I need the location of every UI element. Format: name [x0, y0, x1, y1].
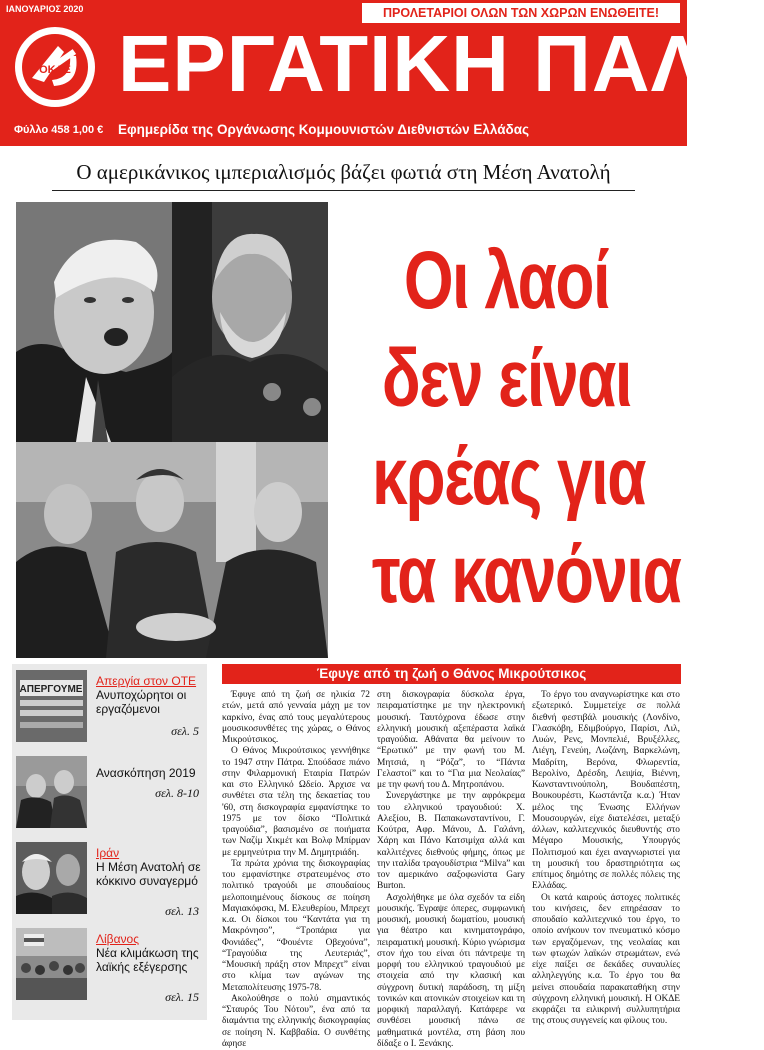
photo-trump	[16, 202, 172, 442]
sidebar-item-title: Απεργία στον ΟΤΕ	[96, 674, 206, 688]
headline-line: κρέας για	[372, 428, 641, 526]
sidebar-item-page: σελ. 5	[171, 724, 199, 739]
logo-text: ΟΚΔΕ	[39, 64, 71, 76]
article-paragraph: Συνεργάστηκε με την αφρόκρεμα του ελληνικού τραγουδιού: Χ. Αλεξίου, Β. Παπακωνσταντίνου, Γ. Κούτρα, Αφρ. Μάνου, Δ. Γαλάνη, Χάρη και Πάνο Κατσιμίχα αλλά και καλλιτέχνες διεθνούς φήμης, όπως με την ιταλίδα τραγουδίστρια “Milva” και τον αμερικάνο σαξοφωνίστα Gary Burton.	[377, 791, 525, 892]
thumb-lebanon	[16, 928, 87, 1000]
okde-logo	[14, 26, 96, 108]
sidebar-item-subtitle: Ανασκόπηση 2019	[96, 766, 206, 780]
article-paragraph: Το έργο του αναγνωρίστηκε και στο εξωτερικό. Συμμετείχε σε πολλά διεθνή φεστιβάλ μουσικής (Λονδίνο, Γλασκόβη, Εδιμβούργο, Παρίσι, Λιλ, Λυών, Ρενς, Μονπελιέ, Βρυξέλλες, Λιέγη, Γενεύη, Λωζάνη, Βαρκελώνη, Μαδρίτη, Βερόνα, Φλωρεντία, Βερολίνο, Δρέσδη, Λειψία, Βιέννη, Κωνσταντινούπολη, Βουδαπέστη, Βουκουρέστι, Κωστάντζα κ.α.) Ήταν μέλος της Ένωσης Ελλήνων Μουσουργών, είχε διατελέσει, μεταξύ άλλων, καλλιτεχνικός διευθυντής στο Μέγαρο Μουσικής, Υπουργός Πολιτισμού και έχει αναγνωριστεί για τη μουσική του δραστηριότητα ως επίτιμος δημότης σε πολλές πόλεις της Ελλάδας.	[532, 690, 680, 893]
sidebar-contents	[12, 664, 207, 1020]
newspaper-title: ΕΡΓΑΤΙΚΗ ΠΑΛΗ	[118, 14, 678, 114]
article-paragraph: Τα πρώτα χρόνια της δισκογραφίας του εμφανίστηκε στρατευμένος στο πολιτικό τραγούδι με σπουδαίους μελοποιημένους δίσκους σε ποίηση Μαγιακόφσκι, Μ. Ελευθερίου, Μπρεχτ κ.α. Οι δίσκοι του “Καντάτα για τη Μακρόνησο”, “Τροπάρια για Φονιάδες”, “Φουέντε Οβεχούνα”, “Τραγούδια της Λευτεριάς”, “Μουσική πράξη στον Μπρεχτ” είναι στο κλίμα των αγώνων της Μεταπολίτευσης 1975-78.	[222, 859, 370, 994]
main-headline	[372, 232, 641, 624]
article-column-3	[532, 690, 680, 1020]
sidebar-item-page: σελ. 13	[165, 904, 199, 919]
sidebar-item-subtitle: Νέα κλιμάκωση της λαϊκής εξέγερσης	[96, 946, 206, 974]
sidebar-item[interactable]	[12, 924, 207, 1006]
article-paragraph: Ο Θάνος Μικρούτσικος γεννήθηκε το 1947 στην Πάτρα. Σπούδασε πιάνο στην Φιλαρμονική Εταιρία Πατρών και στο Ελληνικό Ωδείο. Άρχισε να συνθέτει στα τέλη της δεκαετίας του '60, στη δισκογραφία εμφανίστηκε το 1975 με τον δίσκο “Πολιτικά τραγούδια”, βασισμένο σε ποιήματα των Ναζίμ Χικμέτ και Βολφ Μπίρμαν με ερμηνεύτρια την Μ. Δημητριάδη.	[222, 746, 370, 859]
thumb-strike	[16, 670, 87, 742]
thumb-review-2019	[16, 756, 87, 828]
masthead-slogan: ΠΡΟΛΕΤΑΡΙΟΙ ΟΛΩΝ ΤΩΝ ΧΩΡΩΝ ΕΝΩΘΕΙΤΕ!	[362, 3, 680, 23]
article-paragraph: Έφυγε από τη ζωή σε ηλικία 72 ετών, μετά από γενναία μάχη με τον καρκίνο, ένας από τους μεγαλύτερους μουσικοσυνθέτες της χώρας, ο Θάνος Μικρούτσικος.	[222, 690, 370, 746]
masthead-subtitle: Εφημερίδα της Οργάνωσης Κομμουνιστών Διεθνιστών Ελλάδας	[118, 122, 529, 137]
issue-number-price: Φύλλο 458 1,00 €	[14, 124, 103, 136]
article-title: Έφυγε από τη ζωή ο Θάνος Μικρούτσικος	[222, 664, 681, 684]
sidebar-item-page: σελ. 15	[165, 990, 199, 1005]
article-column-2	[377, 690, 525, 1020]
sidebar-item[interactable]	[12, 752, 207, 834]
thumb-iran	[16, 842, 87, 914]
kicker-underline	[52, 190, 635, 191]
article-paragraph: Οι κατά καιρούς άστοχες πολιτικές του κινήσεις, δεν επηρέασαν το σπουδαίο καλλιτεχνικό του έργο, το οποίο ανήκουν τον πνευματικό κόσμο των εργαζόμενων, της νεολαίας και των φτωχών λαϊκών στρωμάτων, ενώ είχε παίξει σε δεκάδες συναυλίες αλληλεγγύης κ.α. Το έργο του θα μείνει σπουδαία παρακαταθήκη στην σύγχρονη ελληνική μουσική. Η ΟΚΔΕ εκφράζει τα ειλικρινή συλλυπητήρια της στους συγγενείς και φίλους του.	[532, 893, 680, 1028]
article-paragraph: Ασχολήθηκε με όλα σχεδόν τα είδη μουσικής. Έγραψε όπερες, συμφωνική μουσική, μουσική δωματίου, μουσική για θέατρο και κινηματογράφο, πειραματική μουσική. Κύριο γνώρισμα στον ήχο του είναι ότι πάντρεψε τη μορφή του ελληνικού τραγουδιού με στοιχεία από την κλασική και σύγχρονη δυτική παράδοση, τη μίξη τονικών και ατονικών στοιχείων και τη μορφική παραλλαγή. Κατάφερε να συνθέσει μουσική πάνω σε μαθηματικά μοντέλα, στη βάση που δίδαξε ο Ι. Ξενάκης.	[377, 893, 525, 1050]
sidebar-item-title: Ιράν	[96, 846, 206, 860]
sidebar-item-title: Λίβανος	[96, 932, 206, 946]
article-paragraph: στη δισκογραφία δύσκολα έργα, πειραματίστηκε με την ηλεκτρονική μουσική. Ταυτόχρονα έδωσε στην ελληνική μουσική αξεπέραστα λαϊκά τραγούδια. Αθάνατα θα μείνουν το “Ερωτικό” με την φωνή του Μ. Μητσιά, η “Ρόζα”, το “Πάντα Γελαστοί” και το “Για μια Νεολαίας” με την φωνή του Δ. Μητροπάνου.	[377, 690, 525, 791]
issue-date: ΙΑΝΟΥΑΡΙΟΣ 2020	[6, 4, 83, 14]
photo-leaders	[16, 442, 328, 658]
thumb-strike-text: ΑΠΕΡΓΟΥΜΕ	[20, 684, 83, 695]
headline-kicker: Ο αμερικάνικος ιμπεριαλισμός βάζει φωτιά στη Μέση Ανατολή	[0, 160, 687, 185]
sidebar-item[interactable]	[12, 838, 207, 920]
sidebar-item[interactable]	[12, 666, 207, 748]
sidebar-item-page: σελ. 8-10	[155, 786, 199, 801]
photo-soleimani	[172, 202, 328, 442]
headline-line: Οι λαοί	[372, 232, 641, 330]
sidebar-item-subtitle: Ανυποχώρητοι οι εργαζόμενοι	[96, 688, 206, 716]
sidebar-item-subtitle: Η Μέση Ανατολή σε κόκκινο συναγερμό	[96, 860, 206, 888]
article-paragraph: Ακολούθησε ο πολύ σημαντικός “Σταυρός Του Νότου”, ένα από τα διαμάντια της ελληνικής δισκογραφίας σε ποίηση Ν. Καββαδία. Ο συνθέτης άφησε	[222, 994, 370, 1050]
article-column-1	[222, 690, 370, 1020]
headline-line: τα κανόνια	[372, 526, 641, 624]
headline-line: δεν είναι	[372, 330, 641, 428]
